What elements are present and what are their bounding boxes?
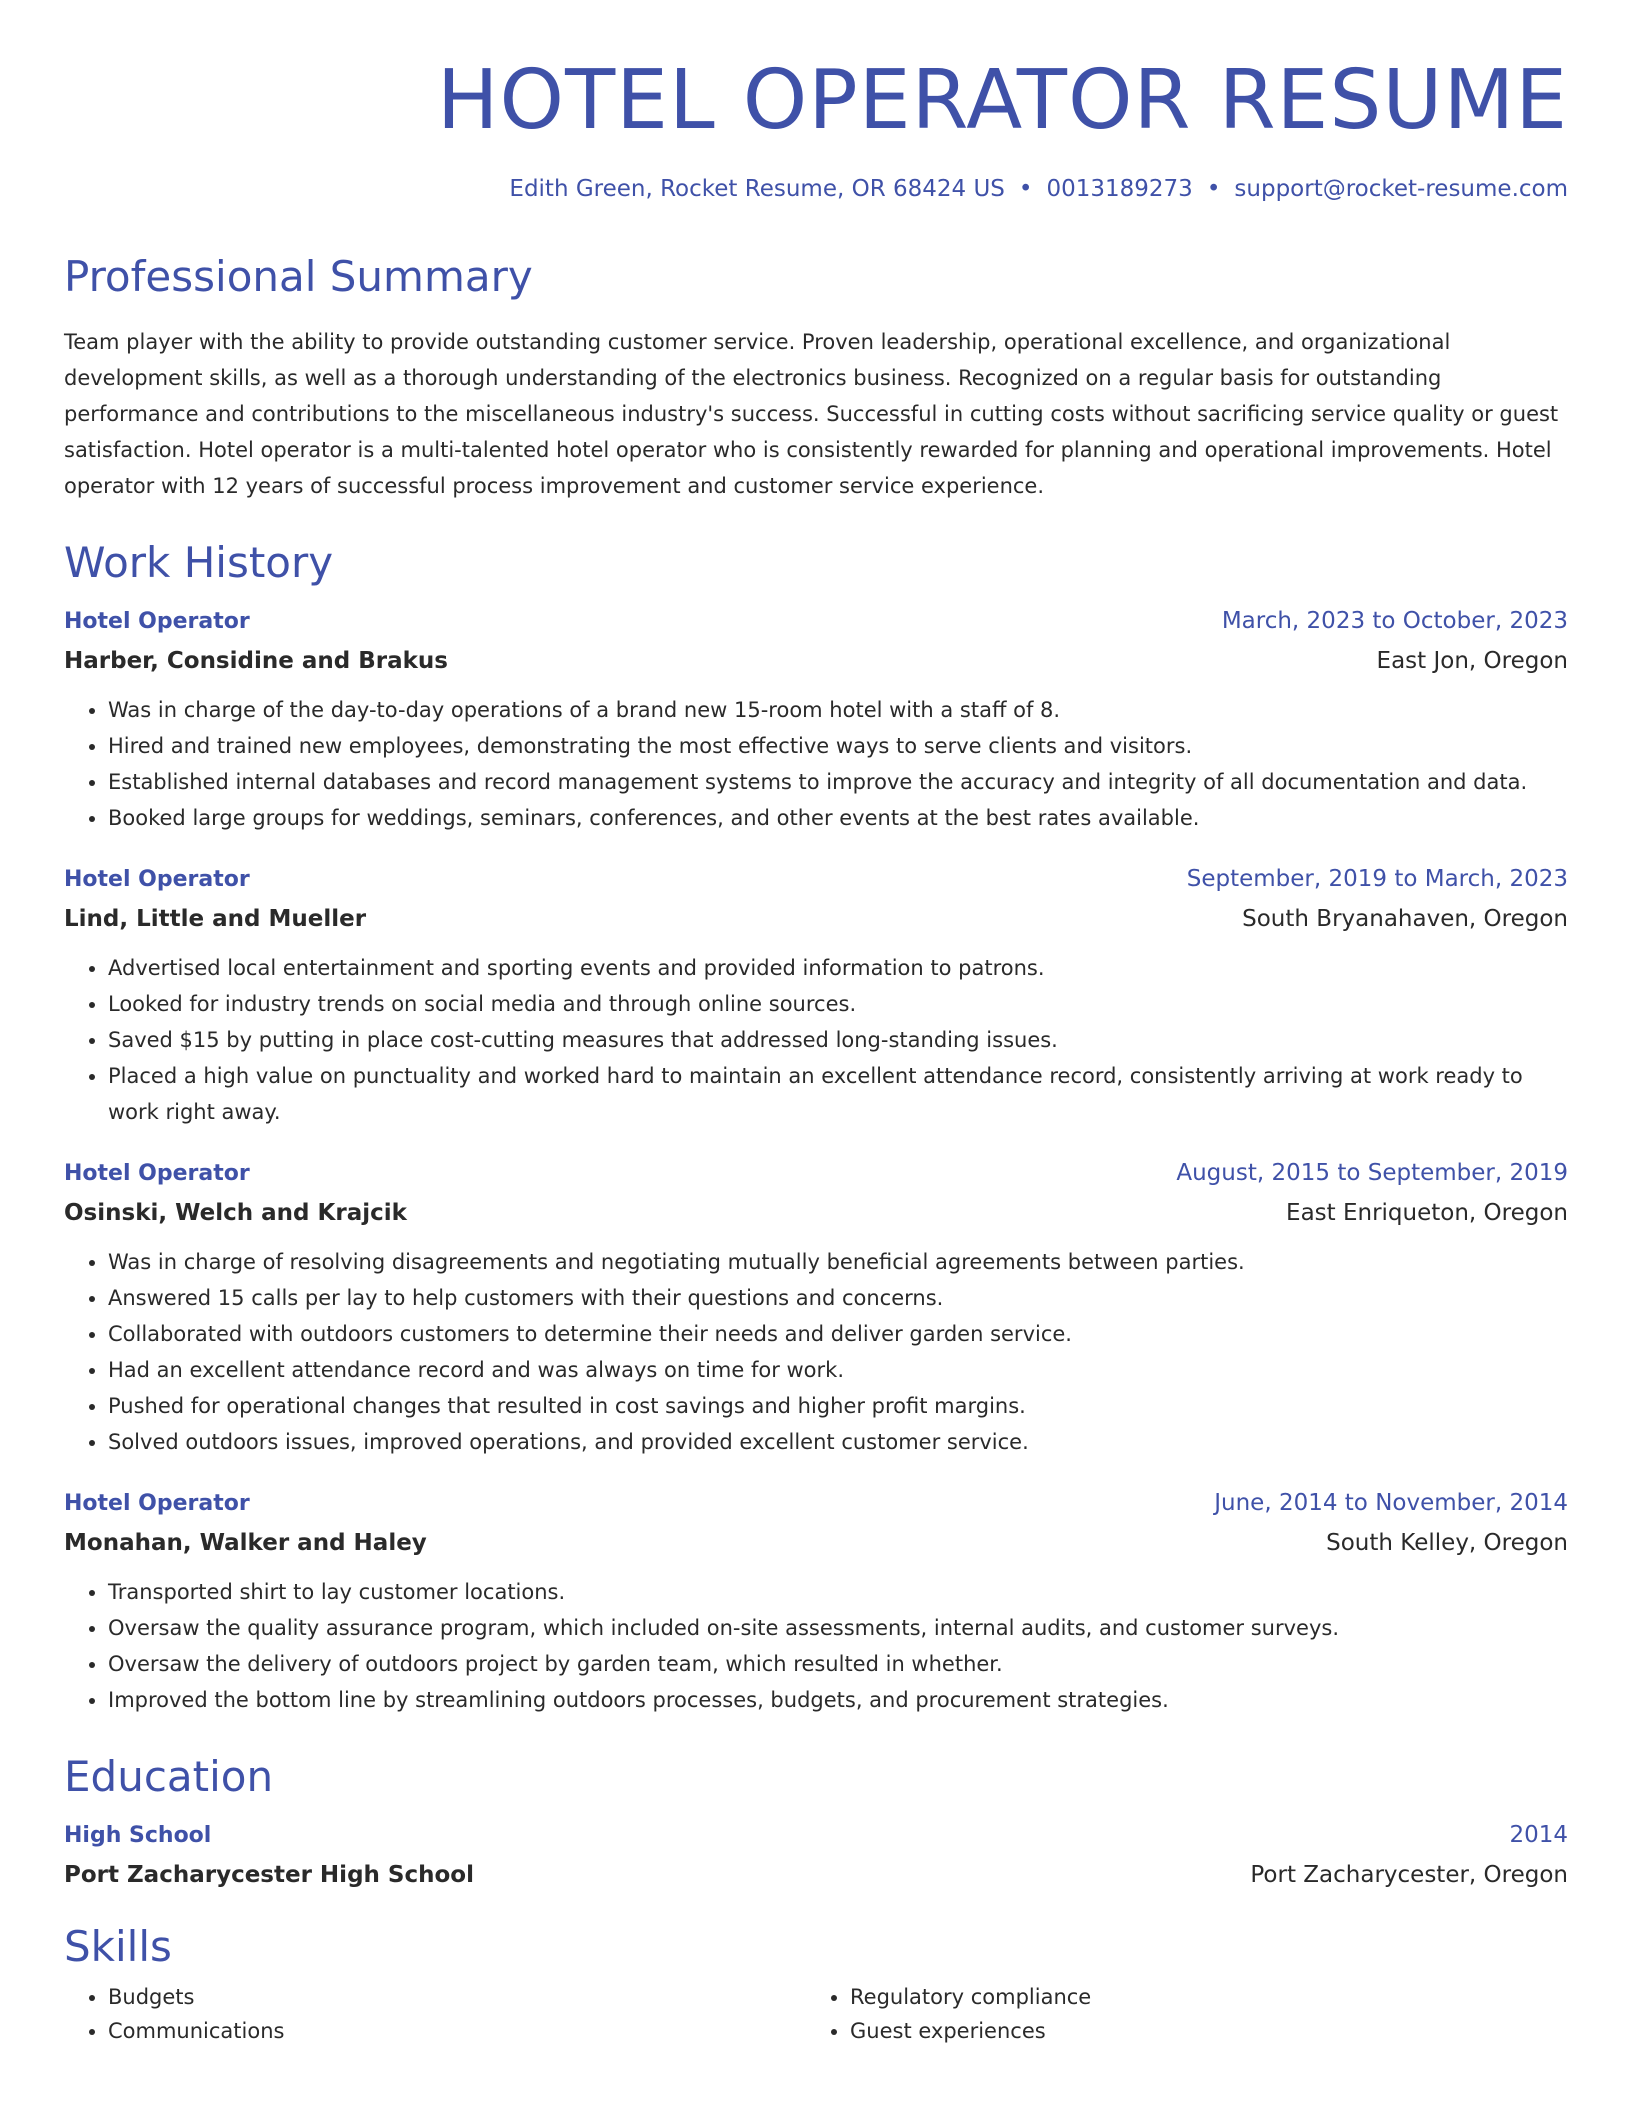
job-bullet: • Hired and trained new employees, demonstrating the most effective ways to serve clients and visitors. xyxy=(108,728,1568,764)
contact-address: Edith Green, Rocket Resume, OR 68424 US xyxy=(509,176,1005,202)
contact-separator: • xyxy=(1018,176,1033,202)
job-title: Hotel Operator xyxy=(64,609,250,634)
job-bullet: • Transported shirt to lay customer locations. xyxy=(108,1574,1568,1610)
job-bullet: • Advertised local entertainment and sporting events and provided information to patrons. xyxy=(108,950,1568,986)
job-dates: March, 2023 to October, 2023 xyxy=(1221,608,1568,634)
contact-email[interactable]: support@rocket-resume.com xyxy=(1234,176,1568,202)
job-title: Hotel Operator xyxy=(64,1161,250,1186)
skills-list-left xyxy=(64,1980,806,2048)
job-bullet: • Established internal databases and record management systems to improve the accuracy and integrity of all documentation and data. xyxy=(108,764,1568,800)
education-degree: High School xyxy=(64,1823,212,1848)
contact-line xyxy=(64,176,1568,202)
summary-text: Team player with the ability to provide outstanding customer service. Proven leadership, operational excellence, and organizational development skills, as well as a thorough understanding of the electronics business. Recognized on a regular basis for outstanding performance and contributions to the miscellaneous industry's success. Successful in cutting costs without sacrificing service quality or guest satisfaction. Hotel operator is a multi-talented hotel operator who is consistently rewarded for planning and operational improvements. Hotel operator with 12 years of successful process improvement and customer service experience. xyxy=(64,330,1559,498)
contact-separator: • xyxy=(1206,176,1221,202)
education-header xyxy=(64,1822,1568,1848)
job-bullet: • Was in charge of the day-to-day operations of a brand new 15-room hotel with a staff of 8. xyxy=(108,692,1568,728)
skills-list-right xyxy=(806,1980,1548,2048)
job-subheader xyxy=(64,906,1568,932)
resume-page xyxy=(64,0,1568,2048)
summary-heading: Professional Summary xyxy=(64,252,533,301)
education-location: Port Zacharycester, Oregon xyxy=(1250,1862,1568,1888)
education-school: Port Zacharycester High School xyxy=(64,1862,474,1888)
job-bullets xyxy=(64,692,1568,836)
contact-phone: 0013189273 xyxy=(1046,176,1193,202)
job-bullet: • Booked large groups for weddings, seminars, conferences, and other events at the best rates available. xyxy=(108,800,1568,836)
skills-columns xyxy=(64,1980,1568,2048)
job-bullet: • Saved $15 by putting in place cost-cutting measures that addressed long-standing issues. xyxy=(108,1022,1568,1058)
skills-heading: Skills xyxy=(64,1922,172,1971)
job-company: Harber, Considine and Brakus xyxy=(64,648,448,674)
job-subheader xyxy=(64,1530,1568,1556)
education-heading: Education xyxy=(64,1752,274,1801)
education-entry xyxy=(64,1822,1568,1888)
job-bullet: • Answered 15 calls per lay to help customers with their questions and concerns. xyxy=(108,1280,1568,1316)
job-bullet: • Looked for industry trends on social media and through online sources. xyxy=(108,986,1568,1022)
job-company: Lind, Little and Mueller xyxy=(64,906,367,932)
job-location: South Bryanahaven, Oregon xyxy=(1242,906,1568,932)
job-location: South Kelley, Oregon xyxy=(1326,1530,1568,1556)
job-title: Hotel Operator xyxy=(64,867,250,892)
job-company: Osinski, Welch and Krajcik xyxy=(64,1200,407,1226)
resume-title: HOTEL OPERATOR RESUME xyxy=(436,53,1568,148)
job-header xyxy=(64,1490,1568,1516)
job-entry xyxy=(64,866,1568,1130)
job-bullets xyxy=(64,950,1568,1130)
job-company: Monahan, Walker and Haley xyxy=(64,1530,427,1556)
skill-item: • Guest experiences xyxy=(850,2014,1548,2048)
skill-item: • Budgets xyxy=(108,1980,806,2014)
job-title: Hotel Operator xyxy=(64,1491,250,1516)
job-entry xyxy=(64,608,1568,836)
skill-item: • Regulatory compliance xyxy=(850,1980,1548,2014)
job-bullet: • Was in charge of resolving disagreements and negotiating mutually beneficial agreements between parties. xyxy=(108,1244,1568,1280)
job-header xyxy=(64,866,1568,892)
job-bullet: • Had an excellent attendance record and was always on time for work. xyxy=(108,1352,1568,1388)
job-bullet: • Pushed for operational changes that resulted in cost savings and higher profit margins. xyxy=(108,1388,1568,1424)
job-bullet: • Improved the bottom line by streamlining outdoors processes, budgets, and procurement strategies. xyxy=(108,1682,1568,1718)
skill-item: • Communications xyxy=(108,2014,806,2048)
job-dates: September, 2019 to March, 2023 xyxy=(1186,866,1568,892)
work-history-heading: Work History xyxy=(64,538,334,587)
job-bullet: • Oversaw the delivery of outdoors project by garden team, which resulted in whether. xyxy=(108,1646,1568,1682)
education-year: 2014 xyxy=(1509,1822,1568,1848)
job-dates: June, 2014 to November, 2014 xyxy=(1214,1490,1568,1516)
job-bullet: • Placed a high value on punctuality and worked hard to maintain an excellent attendance record, consistently arriving at work ready to work right away. xyxy=(108,1058,1568,1130)
job-bullet: • Oversaw the quality assurance program, which included on-site assessments, internal audits, and customer surveys. xyxy=(108,1610,1568,1646)
job-header xyxy=(64,608,1568,634)
job-subheader xyxy=(64,1200,1568,1226)
job-header xyxy=(64,1160,1568,1186)
job-bullets xyxy=(64,1244,1568,1460)
job-bullet: • Solved outdoors issues, improved operations, and provided excellent customer service. xyxy=(108,1424,1568,1460)
job-location: East Jon, Oregon xyxy=(1376,648,1568,674)
job-location: East Enriqueton, Oregon xyxy=(1286,1200,1568,1226)
job-bullets xyxy=(64,1574,1568,1718)
job-bullet: • Collaborated with outdoors customers to determine their needs and deliver garden service. xyxy=(108,1316,1568,1352)
job-subheader xyxy=(64,648,1568,674)
education-subheader xyxy=(64,1862,1568,1888)
job-entry xyxy=(64,1490,1568,1718)
job-entry xyxy=(64,1160,1568,1460)
job-dates: August, 2015 to September, 2019 xyxy=(1176,1160,1568,1186)
